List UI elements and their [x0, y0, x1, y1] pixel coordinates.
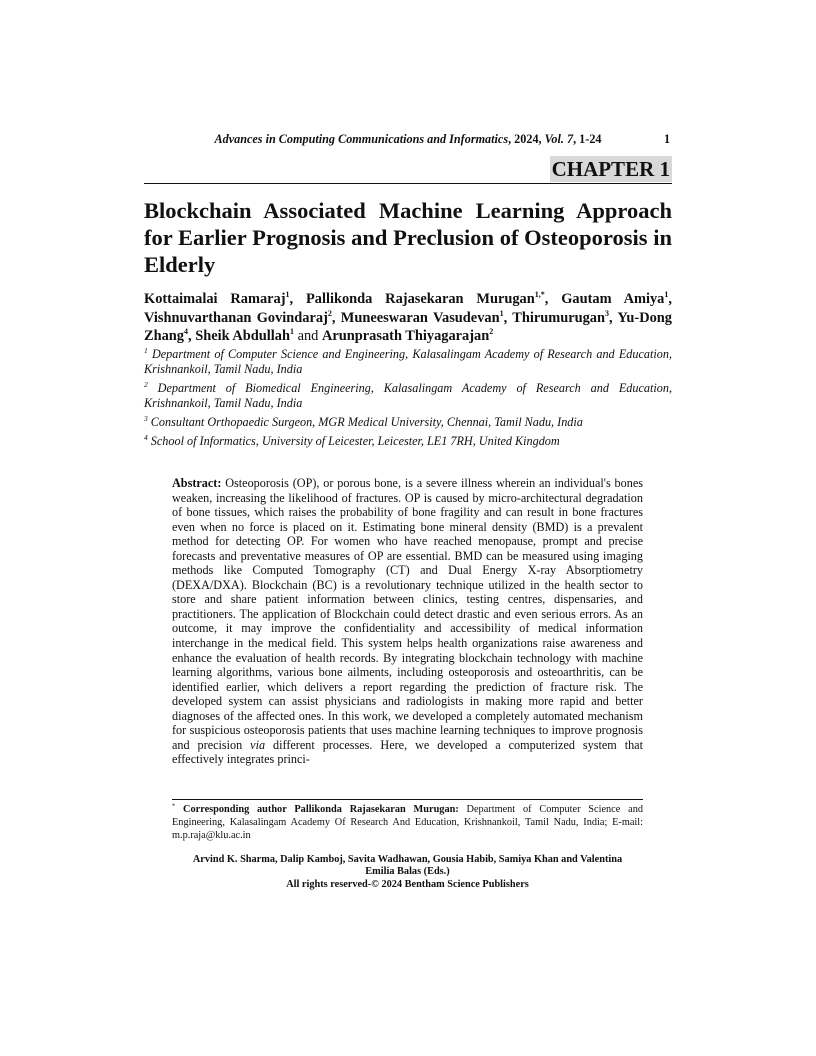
author-affil-mark: 2 [327, 308, 332, 318]
affiliation-mark: 2 [144, 379, 148, 389]
author-affil-mark: 1 [290, 327, 294, 337]
corresponding-author-footnote [172, 803, 643, 842]
author-separator: , [289, 291, 306, 307]
author-affil-mark: 1 [499, 308, 504, 318]
page-number: 1 [664, 132, 671, 146]
chapter-heading [144, 156, 672, 184]
author-affil-mark: 3 [605, 308, 609, 318]
affiliation-text: Consultant Orthopaedic Surgeon, MGR Medical University, Chennai, Tamil Nadu, India [147, 415, 583, 429]
author-affil-mark: 1 [664, 290, 669, 300]
footnote-mark: * [172, 802, 176, 810]
author-affil-mark: 2 [489, 327, 494, 337]
author-name: Sheik Abdullah [195, 328, 290, 344]
paper-title: Blockchain Associated Machine Learning Approach for Earlier Prognosis and Preclusion of Osteoporosis in Elderly [144, 198, 672, 277]
author-name: Thirumurugan [512, 309, 605, 326]
affiliation-mark: 1 [144, 345, 148, 355]
header-volume-number: 7 [563, 132, 574, 146]
affiliation-mark: 4 [144, 432, 148, 442]
abstract-italic-word: via [250, 737, 266, 752]
header-year: 2024 [514, 132, 539, 146]
author-name: Vishnuvarthanan Govindaraj [144, 309, 328, 326]
author-separator: , [331, 309, 341, 326]
affiliation [144, 415, 672, 430]
editors-credit [172, 854, 643, 891]
abstract [172, 476, 643, 767]
footnote-label: Corresponding author Pallikonda Rajasekaran Murugan: [175, 804, 459, 815]
affiliation [144, 347, 672, 377]
author-affil-mark: 1 [285, 290, 290, 300]
author-name: Kottaimalai Ramaraj [144, 291, 286, 307]
footnote-text: Department of Computer Science and Engineering, Kalasalingam Academy Of Research And Education, Krishnankoil, Tamil Nadu, India; E-mail: m.p.raja@klu.ac.in [172, 804, 643, 842]
author-name: Arunprasath Thiyagarajan [321, 328, 490, 344]
affiliation [144, 434, 672, 449]
copyright-line: All rights reserved-© 2024 Bentham Science Publishers [286, 878, 529, 890]
affiliation-text: School of Informatics, University of Leicester, Leicester, LE1 7RH, United Kingdom [147, 434, 560, 448]
editors-line: Arvind K. Sharma, Dalip Kamboj, Savita Wadhawan, Gousia Habib, Samiya Khan and Valentina [192, 854, 623, 865]
author-name: Yu-Dong Zhang [144, 309, 672, 344]
author-separator: and [294, 328, 322, 344]
abstract-text-end: different processes. Here, we developed a computerized system that effectively integrates princi- [172, 737, 643, 767]
author-separator: , [544, 291, 562, 307]
affiliation-text: Department of Biomedical Engineering, Kalasalingam Academy of Research and Education, Krishnankoil, Tamil Nadu, India [144, 381, 672, 410]
header-separator: , [538, 132, 545, 146]
affiliation-list [144, 347, 672, 453]
chapter-label: CHAPTER 1 [551, 157, 670, 181]
abstract-label: Abstract: [172, 476, 222, 490]
footnote-divider [172, 799, 643, 800]
author-name: Muneeswaran Vasudevan [340, 309, 500, 326]
author-separator: , [668, 291, 672, 307]
header-separator: , [508, 132, 515, 146]
author-affil-mark: 4 [184, 327, 188, 337]
affiliation-mark: 3 [144, 413, 148, 423]
author-separator: , [503, 309, 513, 326]
affiliation [144, 381, 672, 411]
header-pages: , 1-24 [573, 132, 602, 146]
author-affil-mark: 1,* [534, 290, 545, 300]
author-name: Pallikonda Rajasekaran Murugan [305, 291, 535, 307]
abstract-text: Osteoporosis (OP), or porous bone, is a severe illness wherein an individual's bones weaken, increasing the likelihood of fractures. OP is caused by micro-architectural degradation of bone tissues, which raises the probability of bone fragility and can result in bone fractures even when no force is placed on it. Estimating bone mineral density (BMD) is a prevalent method for detecting OP. For women who have reached menopause, prompt and precise forecasts and preventative measures of OP are essential. BMD can be measured using imaging methods like Computed Tomography (CT) and Dual Energy X-ray Absorptiometry (DEXA/DXA). Blockchain (BC) is a revolutionary technique utilized in the health sector to store and share patient information between clinics, testing centres, dispensaries, and practitioners. The application of Blockchain could detect drastic and even serious errors. As an outcome, it may improve the confidentiality and accessibility of medical information interchange in the medical field. This system helps health organizations raise awareness and enhance the evaluation of health records. By integrating blockchain technology with machine learning algorithms, various bone ailments, including osteoporosis and osteoarthritis, can be identified earlier, which delivers a report regarding the prediction of fracture risk. The developed system can assist physicians and radiologists in making more rapid and better diagnoses of the affected ones. In this work, we developed a completely automated mechanism for suspicious osteoporosis patients that uses machine learning techniques to improve prognosis and precision [172, 476, 643, 752]
affiliation-text: Department of Computer Science and Engineering, Kalasalingam Academy of Research and Education, Krishnankoil, Tamil Nadu, India [144, 347, 672, 376]
running-header [144, 132, 672, 147]
author-separator: , [188, 328, 196, 344]
editors-line: Emilia Balas (Eds.) [365, 866, 450, 878]
journal-name: Advances in Computing Communications and Informatics [214, 132, 509, 146]
author-separator: , [609, 309, 618, 326]
author-list [144, 290, 672, 346]
author-name: Gautam Amiya [561, 291, 665, 307]
header-volume-label: Vol. [544, 132, 564, 146]
